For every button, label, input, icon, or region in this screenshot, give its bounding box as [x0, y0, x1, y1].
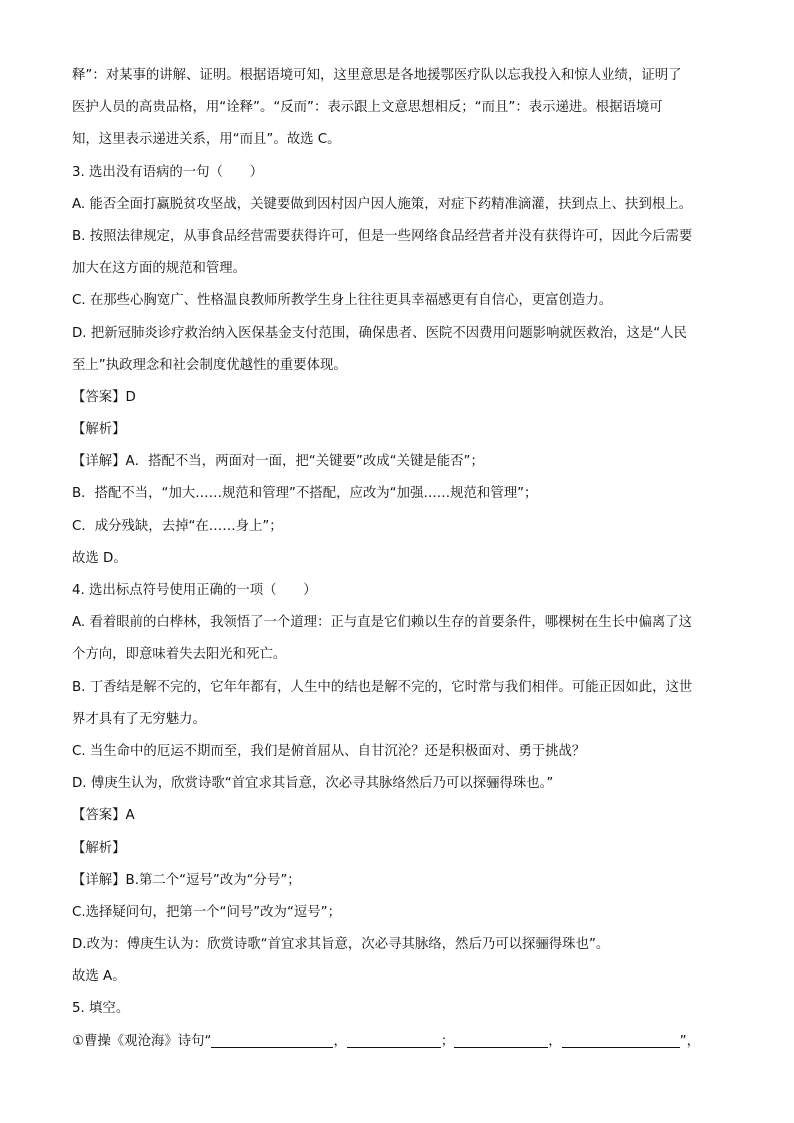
text-line-2: 医护人员的高贵品格，用“诠释”。“反而”：表示跟上文意思想相反；“而且”：表示递进。根据语境可: [72, 100, 663, 116]
question-3-title: 3. 选出没有语病的一句（ ）: [72, 164, 264, 180]
question-4-conclusion: 故选 A。: [72, 969, 126, 985]
question-3-option-c: C. 在那些心胸宽广、性格温良教师所教学生身上往往更具幸福感更有自信心，更富创造力。: [72, 293, 613, 309]
question-3-conclusion: 故选 D。: [72, 550, 127, 566]
fill-blank-4[interactable]: [562, 1033, 680, 1048]
question-4-detail-d: D.改为：傅庚生认为：欣赏诗歌“首宜求其旨意，次必寻其脉络，然后乃可以探骊得珠也”。: [72, 937, 610, 953]
question-4-detail-b: 【详解】B.第二个“逗号”改为“分号”；: [72, 872, 301, 888]
question-3-detail-a: 【详解】A．搭配不当，两面对一面，把“关键要”改成“关键是能否”；: [72, 454, 484, 470]
question-3-option-d-line-1: D. 把新冠肺炎诊疗救治纳入医保基金支付范围，确保患者、医院不因费用问题影响就医救治，这是“人民: [72, 325, 687, 341]
question-5-fill-line: [72, 1026, 724, 1058]
question-4-option-d: D. 傅庚生认为，欣赏诗歌“首宜求其旨意，次必寻其脉络然后乃可以探骊得珠也。”: [72, 776, 554, 792]
fill-sep-1: ，: [333, 1033, 347, 1049]
question-3-option-b-line-1: B. 按照法律规定，从事食品经营需要获得许可，但是一些网络食品经营者并没有获得许可，因此今后需要: [72, 228, 693, 244]
question-3-answer: 【答案】D: [72, 389, 136, 405]
fill-blank-3[interactable]: [454, 1033, 548, 1048]
text-line-1: 释”：对某事的讲解、证明。根据语境可知，这里意思是各地援鄂医疗队以忘我投入和惊人业绩，证明了: [72, 68, 682, 83]
fill-prefix: ①曹操《观沧海》诗句“: [72, 1033, 212, 1049]
fill-suffix: ”，: [679, 1033, 700, 1049]
question-4-option-b-line-1: B. 丁香结是解不完的，它年年都有，人生中的结也是解不完的，它时常与我们相伴。可能正因如此，这世: [72, 679, 693, 695]
fill-sep-3: ，: [548, 1033, 562, 1049]
question-3-detail-b: B．搭配不当，“加大……规范和管理”不搭配，应改为“加强……规范和管理”；: [72, 486, 538, 502]
question-5-title: 5. 填空。: [72, 1001, 130, 1017]
question-4-answer: 【答案】A: [72, 808, 135, 824]
question-4-option-a-line-2: 个方向，即意味着失去阳光和死亡。: [72, 647, 287, 663]
question-4-option-b-line-2: 界才具有了无穷魅力。: [72, 711, 206, 727]
question-4-detail-c: C.选择疑问句，把第一个“问号”改为“逗号”；: [72, 904, 341, 920]
question-3-detail-c: C．成分残缺，去掉“在……身上”；: [72, 518, 283, 534]
fill-blank-2[interactable]: [347, 1033, 441, 1048]
question-3-option-d-line-2: 至上”执政理念和社会制度优越性的重要体现。: [72, 357, 347, 373]
text-line-3: 知，这里表示递进关系，用“而且”。故选 C。: [72, 132, 341, 148]
question-3-option-b-line-2: 加大在这方面的规范和管理。: [72, 261, 247, 277]
question-4-option-a-line-1: A. 看着眼前的白桦林，我领悟了一个道理：正与直是它们赖以生存的首要条件，哪棵树在生长中偏离了这: [72, 615, 693, 631]
document-page: [72, 60, 724, 1058]
question-3-option-a: A. 能否全面打赢脱贫攻坚战，关键要做到因村因户因人施策，对症下药精准滴灌，扶到点上、扶到根上。: [72, 196, 693, 212]
fill-sep-2: ；: [440, 1033, 455, 1049]
question-4-option-c: C. 当生命中的厄运不期而至，我们是俯首屈从、自甘沉沦？还是积极面对、勇于挑战？: [72, 743, 586, 759]
fill-blank-1[interactable]: [211, 1033, 333, 1048]
question-3-analysis-heading: 【解析】: [72, 422, 126, 438]
question-4-title: 4. 选出标点符号使用正确的一项（ ）: [72, 583, 317, 598]
question-4-analysis-heading: 【解析】: [72, 840, 126, 856]
